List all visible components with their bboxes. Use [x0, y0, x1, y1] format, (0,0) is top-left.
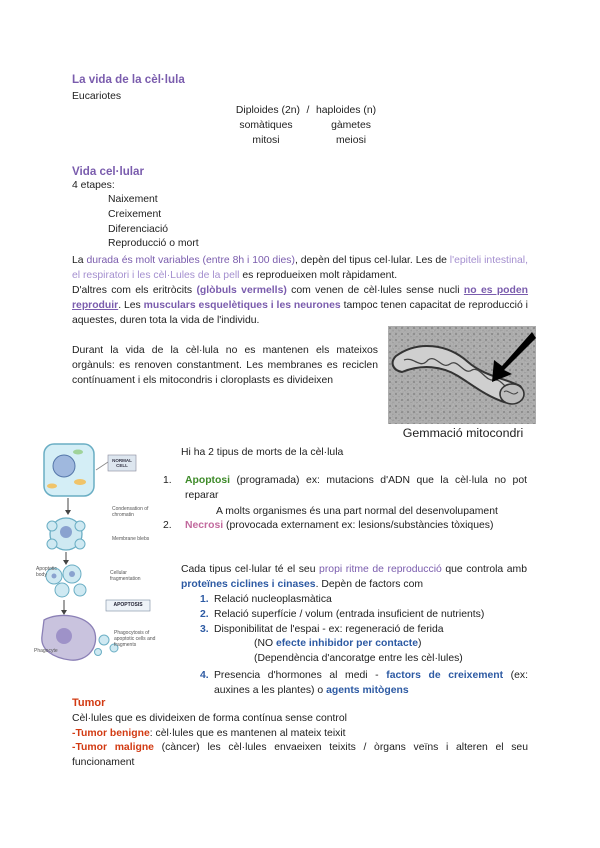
stage-item: Creixement — [108, 208, 162, 220]
highlight-rhythm: propi ritme de reproducció — [319, 564, 442, 575]
highlight-contact-inhibition: efecte inhibidor per contacte — [275, 638, 418, 650]
gamete-label: gàmetes — [331, 119, 371, 131]
diploid-label: Diploides (2n) — [235, 105, 300, 116]
highlight-duration: durada és molt variables (entre 8h i 100 dies) — [86, 255, 295, 266]
highlight-red-cells: (glòbuls vermells) — [196, 284, 287, 296]
factor-subnote: (NO efecte inhibidor per contacte) — [254, 638, 422, 650]
label-normal-cell: NORMAL CELL — [112, 458, 132, 469]
page-title: La vida de la cèl·lula — [72, 73, 185, 86]
mitochondria-micrograph — [388, 326, 536, 424]
term-malign: -Tumor maligne — [72, 742, 154, 753]
paragraph-rhythm: Cada tipus cel·lular té el seu propi ritme de reproducció que controla amb proteïnes ciclines i cinases. Depèn de factors com — [181, 564, 527, 590]
factor-item: 3. Disponibilitat de l'espai - ex: regeneració de ferida — [200, 623, 444, 635]
factor-item: 1. Relació nucleoplasmàtica — [200, 594, 332, 605]
label-fragmentation: Cellular fragmentation — [110, 570, 141, 582]
label-apoptotic-body: Apoptotic body — [36, 566, 57, 578]
highlight-growth-factors: factors de creixement — [386, 669, 504, 681]
label-condensation: Condensation of chromatin — [112, 506, 149, 518]
separator: / — [306, 105, 310, 116]
highlight-cyclins: proteïnes ciclines i cinases — [181, 578, 316, 590]
meiosis-label: meiosi — [335, 134, 367, 146]
factors-list — [200, 593, 528, 698]
label-apoptosis: APOPTOSIS — [113, 602, 143, 608]
subtitle: Eucariotes — [72, 91, 122, 102]
label-membrane-blebs: Membrane blebs — [112, 536, 150, 542]
highlight-mitogens: agents mitògens — [326, 684, 409, 696]
mitosis-label: mitosi — [252, 134, 280, 146]
paragraph-organelles: Durant la vida de la cèl·lula no es mantenen els mateixos orgànuls: es renoven constantment. Les membranes es reciclen contínuament i els mitocondris i cloroplasts es divideixen — [72, 345, 378, 386]
term-necrosi: Necrosi — [185, 520, 224, 531]
tumor-intro: Cèl·lules que es divideixen de forma contínua sense control — [72, 713, 347, 724]
tumor-malign: -Tumor maligne (càncer) les cèl·lules envaeixen teixits / òrgans veïns i alteren el seu funcionament — [72, 742, 528, 768]
paragraph-lifespan: La durada és molt variables (entre 8h i 100 dies), depèn del tipus cel·lular. Les de l'epiteli intestinal, el respiratori i les cèl·Lules de la pell es reprodueixen molt ràpidament. D'altres com els eritròcits (glòbuls vermells) com venen de cèl·lules sense nucli no es poden reproduir. Les musculars esquelètiques i les neurones tampoc tenen capacitat de reproducció i aquestes, duren tota la vida de l'individu. — [72, 255, 529, 326]
stages-list — [108, 193, 199, 252]
stage-item: Naixement — [108, 194, 158, 205]
tumor-benign: -Tumor benigne: cèl·lules que es mantenen al mateix teixit — [72, 728, 346, 739]
highlight-fast-tissues: l'epiteli intestinal, el respiratori i les cèl·Lules de la pell — [72, 255, 529, 281]
highlight-muscles-neurons: musculars esquelètiques i les neurones — [143, 299, 341, 311]
factor-item: 4. Presencia d'hormones al medi - factors de creixement (ex: auxines a les plantes) o agents mitògens — [200, 669, 528, 696]
term-benign: -Tumor benigne — [72, 728, 150, 739]
classification-table — [222, 104, 392, 148]
haploid-label: haploides (n) — [316, 105, 377, 116]
label-phagocytosis: Phagocytosis of apoptotic cells and fragments — [114, 630, 156, 648]
factor-subnote: (Dependència d'ancoratge entre les cèl·lules) — [254, 653, 463, 665]
apoptosis-diagram — [34, 436, 158, 676]
death-item-necrosis: 2. Necrosi (provocada externament ex: lesions/substàncies tòxiques) — [163, 520, 494, 531]
stage-item: Diferenciació — [108, 223, 169, 235]
death-item-apoptosis: 1. Apoptosi (programada) ex: mutacions d'ADN que la cèl·lula no pot reparar — [163, 475, 527, 501]
highlight-no-reproduce: no es poden reproduir — [72, 284, 529, 311]
apoptosis-note: A molts organismes és una part normal del desenvolupament — [216, 506, 498, 517]
micrograph-caption: Gemmació mitocondri — [402, 426, 524, 440]
label-phagocyte: Phagocyte — [34, 648, 58, 654]
section-title-tumor: Tumor — [72, 697, 106, 709]
term-apoptosi: Apoptosi — [185, 475, 231, 486]
somatic-label: somàtiques — [239, 119, 293, 131]
deaths-intro: Hi ha 2 tipus de morts de la cèl·lula — [181, 447, 344, 458]
stages-intro: 4 etapes: — [72, 180, 115, 191]
factor-item: 2. Relació superfície / volum (entrada insuficient de nutrients) — [200, 608, 485, 620]
stage-item: Reproducció o mort — [108, 238, 199, 250]
section-title-vida: Vida cel·lular — [72, 165, 144, 178]
